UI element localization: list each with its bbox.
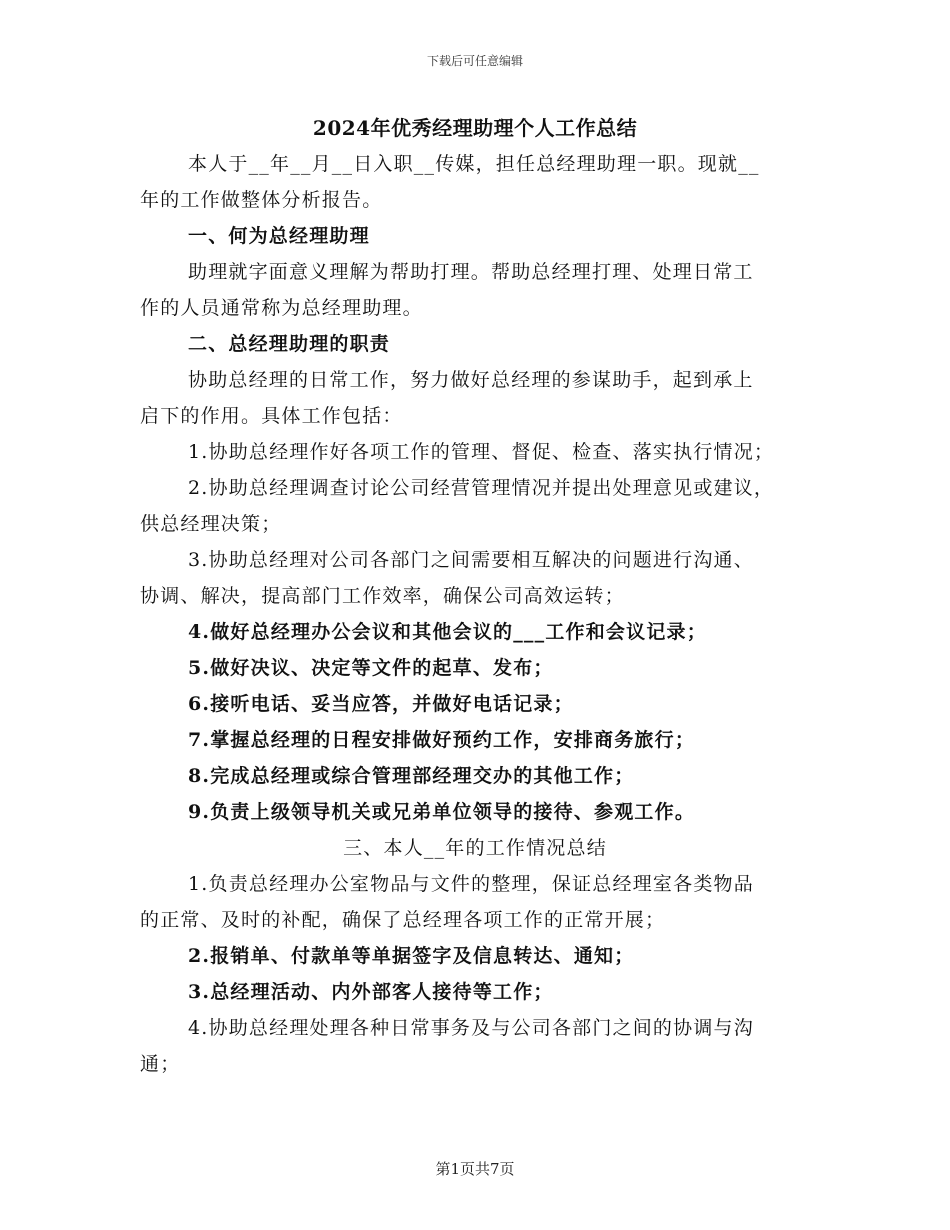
duty-item-9: 9.负责上级领导机关或兄弟单位领导的接待、参观工作。	[188, 801, 696, 823]
document-title: 2024年优秀经理助理个人工作总结	[312, 116, 638, 140]
section-heading-1: 一、何为总经理助理	[188, 225, 370, 247]
duty-item-7: 7.掌握总经理的日程安排做好预约工作，安排商务旅行；	[188, 729, 696, 751]
duty-item-2: 2.协助总经理调查讨论公司经营管理情况并提出处理意见或建议，	[188, 477, 775, 499]
section2-intro-line: 协助总经理的日常工作，努力做好总经理的参谋助手，起到承上	[188, 369, 754, 391]
work-item-1: 1.负责总经理办公室物品与文件的整理，保证总经理室各类物品	[188, 873, 754, 895]
work-item-4: 4.协助总经理处理各种日常事务及与公司各部门之间的协调与沟	[188, 1017, 754, 1039]
work-item-1-continued: 的正常、及时的补配，确保了总经理各项工作的正常开展；	[140, 909, 666, 931]
work-item-3: 3.总经理活动、内外部客人接待等工作；	[188, 981, 554, 1003]
section1-paragraph-line: 助理就字面意义理解为帮助打理。帮助总经理打理、处理日常工	[188, 261, 754, 283]
intro-paragraph-line: 本人于__年__月__日入职__传媒，担任总经理助理一职。现就__	[188, 153, 760, 175]
duty-item-4: 4.做好总经理办公会议和其他会议的___工作和会议记录；	[188, 621, 707, 643]
duty-item-3: 3.协助总经理对公司各部门之间需要相互解决的问题进行沟通、	[188, 549, 754, 571]
section2-intro-line: 启下的作用。具体工作包括：	[140, 405, 403, 427]
section1-paragraph-line: 作的人员通常称为总经理助理。	[140, 297, 423, 319]
section-heading-3: 三、本人__年的工作情况总结	[343, 837, 607, 859]
page-header-note: 下载后可任意编辑	[426, 54, 523, 68]
duty-item-2-continued: 供总经理决策；	[140, 513, 282, 535]
duty-item-6: 6.接听电话、妥当应答，并做好电话记录；	[188, 693, 574, 715]
duty-item-3-continued: 协调、解决，提高部门工作效率，确保公司高效运转；	[140, 585, 625, 607]
duty-item-5: 5.做好决议、决定等文件的起草、发布；	[188, 657, 554, 679]
work-item-2: 2.报销单、付款单等单据签字及信息转达、通知；	[188, 945, 635, 967]
document-body	[140, 110, 810, 1082]
page-number-indicator: 第1页共7页	[435, 1160, 515, 1178]
intro-paragraph-line: 年的工作做整体分析报告。	[140, 189, 383, 211]
duty-item-8: 8.完成总经理或综合管理部经理交办的其他工作；	[188, 765, 635, 787]
duty-item-1: 1.协助总经理作好各项工作的管理、督促、检查、落实执行情况；	[188, 441, 775, 463]
work-item-4-continued: 通；	[140, 1053, 181, 1075]
section-heading-2: 二、总经理助理的职责	[188, 333, 391, 355]
